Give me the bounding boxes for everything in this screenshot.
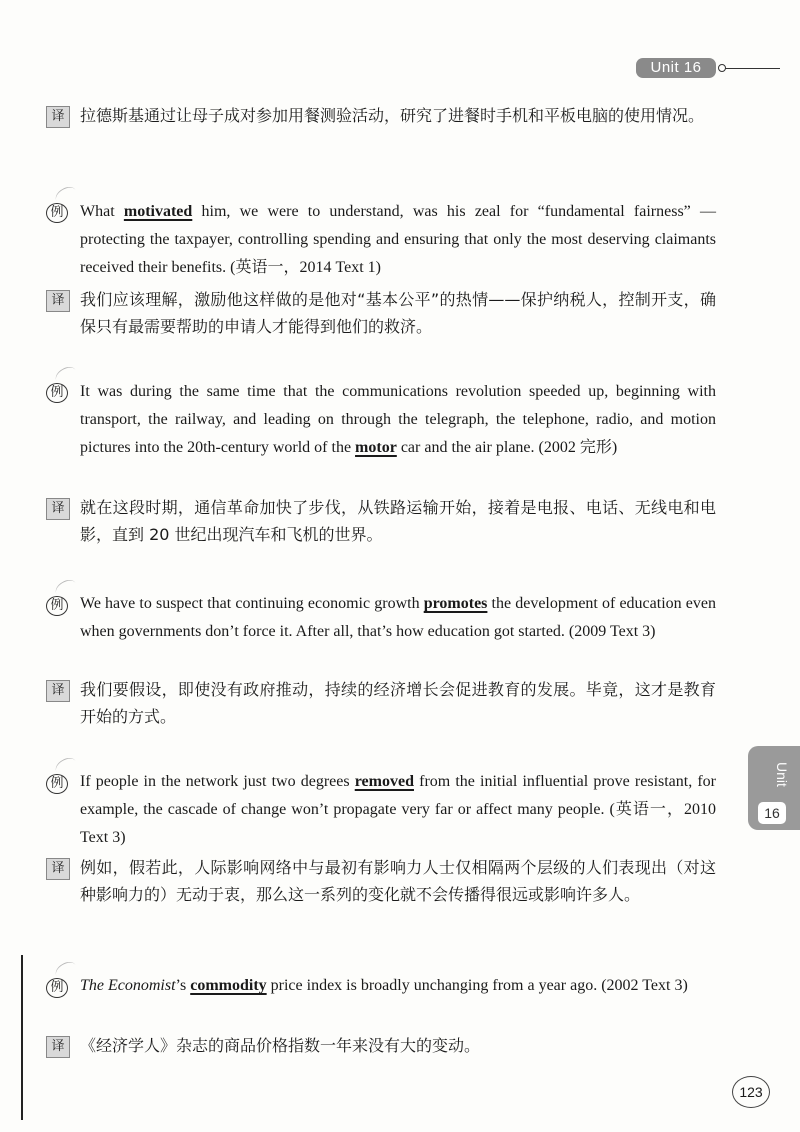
translation-text: 拉德斯基通过让母子成对参加用餐测验活动，研究了进餐时手机和平板电脑的使用情况。	[80, 106, 705, 125]
side-tab-label: Unit	[774, 761, 790, 787]
example-text: If people in the network just two degrees	[80, 773, 355, 790]
example-sentence	[80, 972, 716, 1000]
example-text: car and the air plane. (2002 完形)	[396, 439, 618, 456]
margin-rule	[21, 955, 23, 1120]
translation-text: 就在这段时期，通信革命加快了步伐，从铁路运输开始，接着是电报、电话、无线电和电影，直到 20 世纪出现汽车和飞机的世界。	[80, 498, 716, 544]
translation-marker: 译	[46, 106, 70, 128]
translation-marker: 译	[46, 290, 70, 312]
translation-text: 《经济学人》杂志的商品价格指数一年来没有大的变动。	[80, 1036, 481, 1055]
keyword: promotes	[423, 595, 488, 612]
translation-marker: 译	[46, 680, 70, 702]
translation-marker: 译	[46, 498, 70, 520]
example-text: the development of education even when governments don’t force it. After all, that’s how education got started. (2009 Text 3)	[80, 595, 716, 640]
translation-text: 我们应该理解，激励他这样做的是他对“基本公平”的热情——保护纳税人，控制开支，确保只有最需要帮助的申请人才能得到他们的救济。	[80, 290, 716, 336]
example-marker: 例	[46, 978, 68, 998]
translation-marker: 译	[46, 858, 70, 880]
keyword: commodity	[190, 977, 267, 994]
unit-badge-rule	[720, 68, 780, 69]
example-marker: 例	[46, 383, 68, 403]
translation-text: 我们要假设，即使没有政府推动，持续的经济增长会促进教育的发展。毕竟，这才是教育开始的方式。	[80, 680, 716, 726]
example-text: We have to suspect that continuing economic growth	[80, 595, 424, 612]
example-marker: 例	[46, 774, 68, 794]
example-text: from the initial influential prove resistant, for example, the cascade of change won’t propagate very far or affect many people. (英语一，2010 Text 3)	[80, 773, 717, 846]
example-sentence	[80, 378, 716, 462]
example-sentence	[80, 198, 716, 282]
unit-badge: Unit 16	[636, 58, 716, 78]
keyword: motivated	[123, 203, 193, 220]
page-number: 123	[732, 1076, 770, 1108]
translation-text: 例如，假若此，人际影响网络中与最初有影响力人士仅相隔两个层级的人们表现出（对这种影响力的）无动于衷，那么这一系列的变化就不会传播得很远或影响许多人。	[80, 858, 716, 904]
side-tab	[748, 746, 800, 830]
example-marker: 例	[46, 596, 68, 616]
example-text: him, we were to understand, was his zeal for “fundamental fairness” — protecting the taxpayer, controlling spending and ensuring that only the most deserving claimants received their benefits. (英语一，2014 Text 1)	[80, 203, 716, 276]
example-text: What	[80, 203, 124, 220]
example-sentence	[80, 768, 716, 852]
publication-title: The Economist	[80, 977, 176, 994]
example-text: It was during the same time that the communications revolution speeded up, beginning with transport, the railway, and leading on through the telegraph, the telephone, radio, and motion pictures into the 20th-century world of the	[80, 383, 716, 456]
keyword: removed	[354, 773, 414, 790]
keyword: motor	[355, 439, 397, 456]
example-sentence	[80, 590, 716, 646]
translation-marker: 译	[46, 1036, 70, 1058]
example-text: ’s	[175, 977, 191, 994]
side-tab-number: 16	[758, 802, 786, 824]
example-text: price index is broadly unchanging from a year ago. (2002 Text 3)	[266, 977, 688, 994]
example-marker: 例	[46, 203, 68, 223]
